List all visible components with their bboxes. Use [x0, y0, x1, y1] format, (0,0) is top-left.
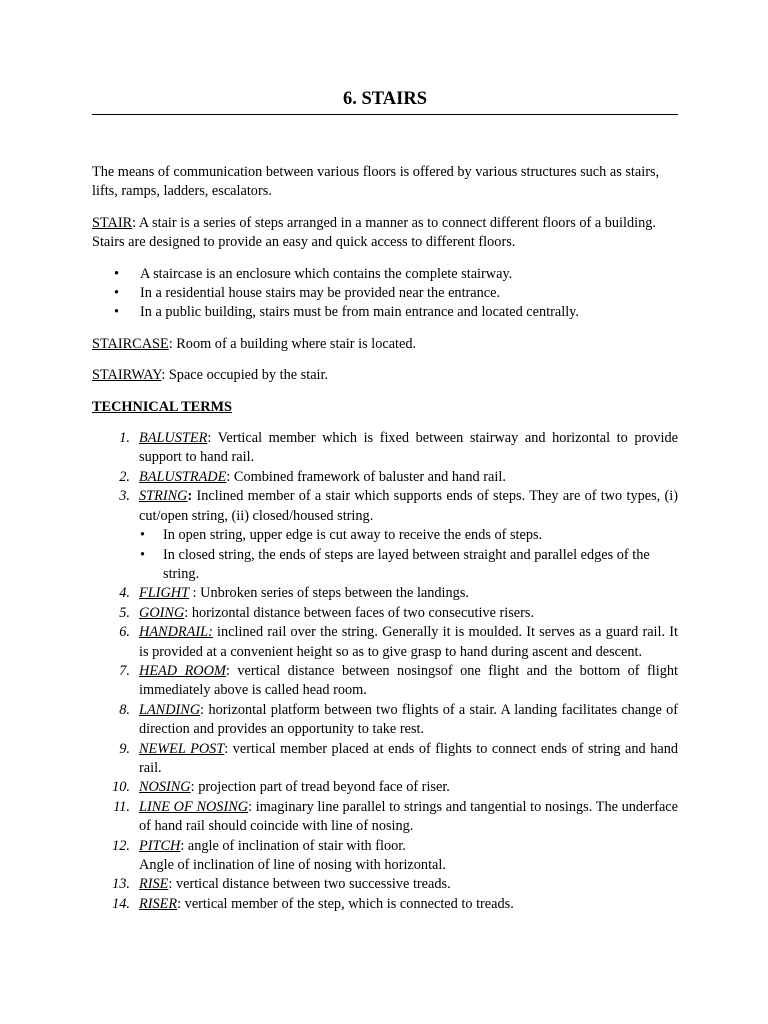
term-item [92, 623, 678, 662]
term-item [92, 487, 678, 584]
term-number: 2. [119, 468, 130, 485]
stairway-text: : Space occupied by the stair. [161, 367, 329, 384]
term-number: 11. [113, 798, 130, 815]
term-item [92, 429, 678, 468]
term-name: NOSING [139, 779, 191, 796]
term-name: BALUSTER [139, 430, 208, 447]
term-separator: : [177, 895, 182, 912]
stair-definition [92, 214, 678, 253]
term-separator: : [189, 585, 197, 602]
term-separator: : [180, 837, 185, 854]
sub-bullet-item: • In closed string, the ends of steps are layed between straight and parallel edges of the string. [139, 546, 678, 585]
term-number: 3. [119, 488, 130, 505]
term-name: NEWEL POST [139, 740, 225, 757]
stair-text: : A stair is a series of steps arranged in a manner as to connect different floors of a building. Stairs are designed to provide an easy and quick access to different floors. [92, 214, 656, 251]
term-name: GOING [139, 604, 185, 621]
document-body [92, 163, 678, 914]
staircase-text: : Room of a building where stair is located. [168, 335, 417, 352]
page-title: 6. STAIRS [343, 89, 427, 109]
term-item [92, 662, 678, 701]
stairway-definition [92, 366, 678, 385]
bullet-item: • A staircase is an enclosure which contains the complete stairway. [92, 265, 678, 284]
term-text: angle of inclination of stair with floor. [184, 837, 406, 854]
term-separator: : [190, 779, 195, 796]
bullet-item: • In a residential house stairs may be provided near the entrance. [92, 284, 678, 303]
term-number: 7. [119, 662, 130, 679]
term-item [92, 875, 678, 894]
term-separator: : [225, 662, 230, 679]
term-text: Combined framework of baluster and hand rail. [230, 468, 506, 485]
term-separator: : [207, 430, 212, 447]
term-text: Inclined member of a stair which supports ends of steps. They are of two types, (i) cut/open string, (ii) closed/housed string. [139, 488, 678, 524]
term-separator: : [184, 604, 189, 621]
term-number: 13. [112, 876, 130, 893]
term-name: BALUSTRADE [139, 468, 227, 485]
term-text: vertical distance between two successive treads. [172, 876, 451, 893]
term-item [92, 604, 678, 623]
term-text: projection part of tread beyond face of riser. [194, 779, 450, 796]
term-name: HANDRAIL: [139, 624, 213, 641]
term-separator: : [248, 798, 253, 815]
stair-bullet-list [92, 265, 678, 323]
technical-terms-list [92, 429, 678, 914]
bullet-item: • In a public building, stairs must be from main entrance and located centrally. [92, 303, 678, 322]
technical-terms-heading: TECHNICAL TERMS [92, 398, 232, 415]
term-name: RISER [139, 895, 178, 912]
term-text: imaginary line parallel to strings and tangential to nosings. The underface of hand rail should coincide with line of nosing. [139, 798, 678, 835]
term-separator: : [224, 740, 229, 757]
term-number: 1. [119, 430, 130, 447]
term-separator: : [200, 701, 205, 718]
term-item [92, 584, 678, 603]
term-text: inclined rail over the string. Generally it is moulded. It serves as a guard rail. It is provided at a convenient height so as to give grasp to hand during ascent and descent. [139, 624, 678, 660]
term-number: 14. [112, 895, 130, 912]
stairway-label: STAIRWAY [92, 367, 162, 384]
term-name: PITCH [139, 837, 181, 854]
term-text: horizontal platform between two flights of a stair. A landing facilitates change of direction and provides an opportunity to take rest. [139, 701, 678, 738]
term-name: RISE [139, 876, 169, 893]
term-number: 10. [112, 779, 130, 796]
term-number: 5. [119, 604, 130, 621]
term-number: 9. [119, 740, 130, 757]
term-separator: : [168, 876, 173, 893]
term-item [92, 837, 678, 876]
term-text: vertical member placed at ends of flights to connect ends of string and hand rail. [139, 740, 678, 776]
term-item [92, 740, 678, 779]
term-name: LINE OF NOSING [139, 798, 249, 815]
term-text: Vertical member which is fixed between stairway and horizontal to provide support to hand rail. [139, 430, 678, 466]
term-text: vertical member of the step, which is connected to treads. [181, 895, 514, 912]
staircase-label: STAIRCASE [92, 335, 169, 352]
term-name: FLIGHT [139, 585, 190, 602]
term-number: 6. [119, 624, 130, 641]
term-name: HEAD ROOM [139, 662, 226, 679]
term-text: vertical distance between nosingsof one flight and the bottom of flight immediately above is called head room. [139, 662, 679, 699]
title-rule [92, 114, 678, 115]
term-item [92, 701, 678, 740]
term-number: 12. [112, 837, 130, 854]
term-name: STRING [139, 488, 188, 505]
intro-paragraph: The means of communication between various floors is offered by various structures such as stairs, lifts, ramps, ladders, escalators. [92, 164, 660, 200]
term-item [92, 468, 678, 487]
term-separator: : [226, 468, 231, 485]
term-name: LANDING [139, 701, 201, 718]
term-separator: : [187, 488, 193, 505]
term-item [92, 798, 678, 837]
staircase-definition [92, 335, 678, 354]
term-number: 4. [119, 585, 130, 602]
stair-label: STAIR [92, 214, 133, 231]
string-sub-list [139, 526, 678, 584]
term-item [92, 778, 678, 797]
term-number: 8. [119, 701, 130, 718]
term-text: Unbroken series of steps between the landings. [196, 585, 469, 602]
term-text: horizontal distance between faces of two consecutive risers. [188, 604, 535, 621]
term-item [92, 895, 678, 914]
sub-bullet-item: • In open string, upper edge is cut away to receive the ends of steps. [139, 526, 678, 545]
term-extra-text: Angle of inclination of line of nosing with horizontal. [139, 857, 446, 873]
